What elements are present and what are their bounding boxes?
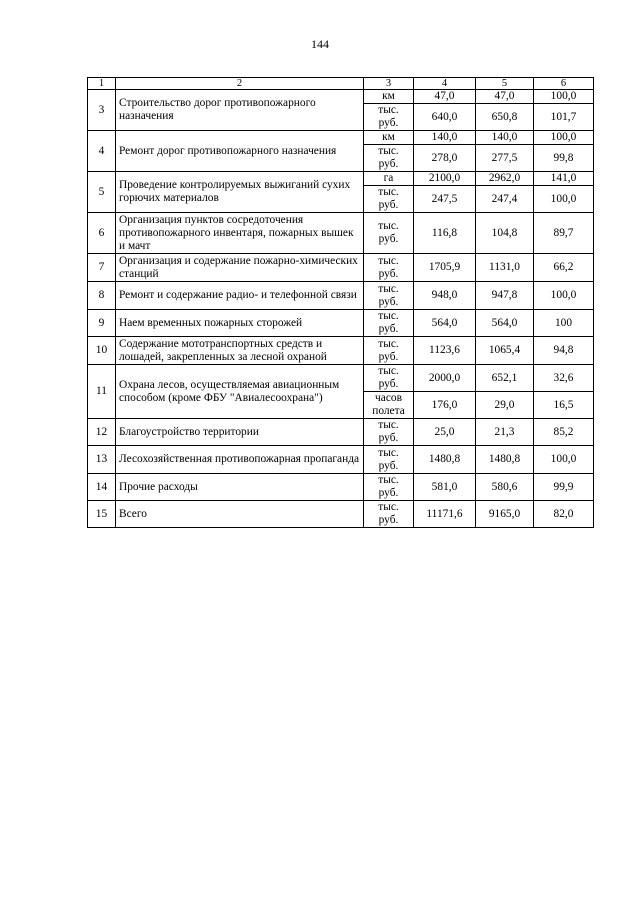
value-col4: 640,0 (414, 104, 476, 131)
row-name: Ремонт дорог противопожарного назначения (116, 131, 364, 172)
unit-cell: тыс. руб. (364, 145, 414, 172)
table-row (88, 337, 594, 365)
value-col4: 47,0 (414, 90, 476, 104)
table-row (88, 501, 594, 528)
row-name: Организация пунктов сосредоточения противопожарного инвентаря, пожарных вышек и мачт (116, 213, 364, 254)
unit-cell: тыс. руб. (364, 446, 414, 474)
table-row (88, 213, 594, 254)
table-row (88, 419, 594, 446)
value-col6: 82,0 (534, 501, 594, 528)
row-name: Проведение контролируемых выжиганий сухих горючих материалов (116, 172, 364, 213)
value-col5: 104,8 (476, 213, 534, 254)
value-col6: 85,2 (534, 419, 594, 446)
value-col5: 947,8 (476, 282, 534, 310)
row-number: 12 (88, 419, 116, 446)
row-name: Ремонт и содержание радио- и телефонной связи (116, 282, 364, 310)
value-col5: 247,4 (476, 186, 534, 213)
value-col6: 100,0 (534, 131, 594, 145)
value-col6: 100,0 (534, 446, 594, 474)
row-number: 6 (88, 213, 116, 254)
value-col4: 247,5 (414, 186, 476, 213)
value-col4: 278,0 (414, 145, 476, 172)
header-row (88, 78, 594, 90)
value-col4: 25,0 (414, 419, 476, 446)
value-col5: 47,0 (476, 90, 534, 104)
row-name: Прочие расходы (116, 474, 364, 501)
unit-cell: тыс. руб. (364, 254, 414, 282)
value-col5: 140,0 (476, 131, 534, 145)
value-col6: 100,0 (534, 186, 594, 213)
value-col5: 1065,4 (476, 337, 534, 365)
value-col6: 89,7 (534, 213, 594, 254)
header-cell-4: 4 (414, 78, 476, 90)
value-col5: 9165,0 (476, 501, 534, 528)
value-col6: 141,0 (534, 172, 594, 186)
row-number: 3 (88, 90, 116, 131)
value-col4: 564,0 (414, 310, 476, 337)
value-col5: 277,5 (476, 145, 534, 172)
value-col4: 2100,0 (414, 172, 476, 186)
row-number: 14 (88, 474, 116, 501)
row-name: Наем временных пожарных сторожей (116, 310, 364, 337)
value-col4: 116,8 (414, 213, 476, 254)
unit-cell: тыс. руб. (364, 186, 414, 213)
table-row (88, 131, 594, 145)
unit-cell: тыс. руб. (364, 104, 414, 131)
table-row (88, 90, 594, 104)
value-col5: 2962,0 (476, 172, 534, 186)
value-col5: 1480,8 (476, 446, 534, 474)
table-row (88, 474, 594, 501)
value-col6: 16,5 (534, 392, 594, 419)
value-col6: 99,8 (534, 145, 594, 172)
table-row (88, 365, 594, 392)
unit-cell: тыс. руб. (364, 310, 414, 337)
value-col6: 66,2 (534, 254, 594, 282)
value-col6: 100 (534, 310, 594, 337)
value-col6: 100,0 (534, 282, 594, 310)
value-col6: 99,9 (534, 474, 594, 501)
unit-cell: тыс. руб. (364, 282, 414, 310)
value-col4: 1705,9 (414, 254, 476, 282)
row-name: Охрана лесов, осуществляемая авиационным способом (кроме ФБУ "Авиалесоохрана") (116, 365, 364, 419)
header-cell-2: 2 (116, 78, 364, 90)
unit-cell: часов полета (364, 392, 414, 419)
table-row (88, 172, 594, 186)
table-row (88, 282, 594, 310)
page-number: 144 (311, 37, 329, 51)
row-name: Содержание мототранспортных средств и лошадей, закрепленных за лесной охраной (116, 337, 364, 365)
row-number: 10 (88, 337, 116, 365)
row-number: 9 (88, 310, 116, 337)
row-name: Благоустройство территории (116, 419, 364, 446)
row-number: 8 (88, 282, 116, 310)
row-name: Лесохозяйственная противопожарная пропаганда (116, 446, 364, 474)
row-name: Организация и содержание пожарно-химических станций (116, 254, 364, 282)
value-col5: 1131,0 (476, 254, 534, 282)
value-col6: 94,8 (534, 337, 594, 365)
unit-cell: тыс. руб. (364, 213, 414, 254)
unit-cell: тыс. руб. (364, 365, 414, 392)
value-col5: 29,0 (476, 392, 534, 419)
header-cell-1: 1 (88, 78, 116, 90)
unit-cell: тыс. руб. (364, 419, 414, 446)
header-cell-5: 5 (476, 78, 534, 90)
value-col4: 581,0 (414, 474, 476, 501)
value-col4: 140,0 (414, 131, 476, 145)
value-col5: 652,1 (476, 365, 534, 392)
unit-cell: км (364, 131, 414, 145)
row-number: 5 (88, 172, 116, 213)
value-col6: 32,6 (534, 365, 594, 392)
value-col4: 948,0 (414, 282, 476, 310)
value-col5: 564,0 (476, 310, 534, 337)
row-number: 13 (88, 446, 116, 474)
value-col5: 21,3 (476, 419, 534, 446)
data-table (87, 77, 594, 528)
table-row (88, 446, 594, 474)
row-name: Всего (116, 501, 364, 528)
table-body (88, 78, 594, 528)
value-col4: 1480,8 (414, 446, 476, 474)
value-col4: 1123,6 (414, 337, 476, 365)
value-col6: 101,7 (534, 104, 594, 131)
value-col5: 580,6 (476, 474, 534, 501)
unit-cell: тыс. руб. (364, 501, 414, 528)
unit-cell: км (364, 90, 414, 104)
row-number: 4 (88, 131, 116, 172)
row-number: 11 (88, 365, 116, 419)
unit-cell: тыс. руб. (364, 337, 414, 365)
value-col5: 650,8 (476, 104, 534, 131)
value-col4: 2000,0 (414, 365, 476, 392)
row-number: 7 (88, 254, 116, 282)
table-row (88, 254, 594, 282)
unit-cell: га (364, 172, 414, 186)
value-col4: 11171,6 (414, 501, 476, 528)
value-col6: 100,0 (534, 90, 594, 104)
table-row (88, 310, 594, 337)
value-col4: 176,0 (414, 392, 476, 419)
row-name: Строительство дорог противопожарного назначения (116, 90, 364, 131)
header-cell-3: 3 (364, 78, 414, 90)
row-number: 15 (88, 501, 116, 528)
unit-cell: тыс. руб. (364, 474, 414, 501)
header-cell-6: 6 (534, 78, 594, 90)
